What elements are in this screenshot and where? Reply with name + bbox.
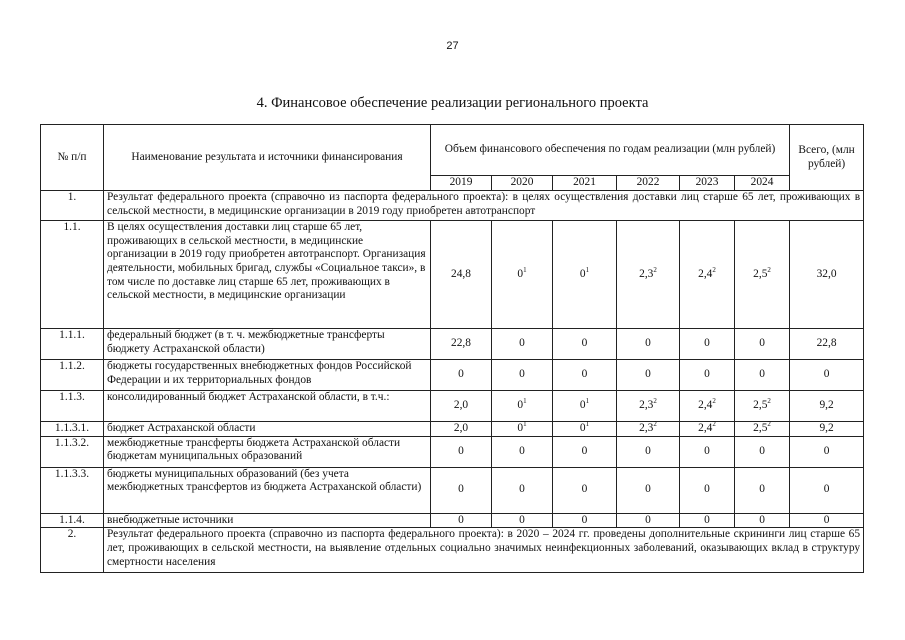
year-value-cell — [735, 436, 790, 467]
row-name: консолидированный бюджет Астраханской области, в т.ч.: — [104, 391, 431, 422]
year-value-cell — [553, 329, 617, 360]
footnote-mark: 1 — [585, 397, 590, 406]
year-value-cell — [431, 467, 492, 513]
year-value: 0 — [458, 444, 464, 457]
year-value: 0 — [759, 444, 765, 457]
year-value-cell — [680, 513, 735, 528]
year-value: 2,0 — [453, 422, 469, 434]
year-value: 2,3 — [639, 399, 654, 412]
row-total: 9,2 — [790, 422, 864, 437]
year-value-cell — [492, 436, 553, 467]
header-year: 2022 — [617, 176, 680, 191]
year-value-cell — [553, 436, 617, 467]
table-row — [41, 360, 864, 391]
year-value: 0 — [519, 368, 525, 381]
year-value: 0 — [704, 513, 710, 526]
year-value: 0 — [704, 337, 710, 350]
year-value: 0 — [704, 368, 710, 381]
footnote-mark: 2 — [653, 265, 657, 274]
year-value: 0 — [581, 483, 588, 496]
year-value: 2,4 — [698, 399, 713, 412]
year-value-cell — [617, 329, 680, 360]
year-value-cell — [553, 422, 617, 437]
header-year: 2024 — [735, 176, 790, 191]
footnote-mark: 2 — [712, 397, 716, 406]
row-number: 2. — [41, 528, 104, 573]
table-row — [41, 422, 864, 437]
table-body — [41, 191, 864, 573]
year-value: 0 — [759, 368, 765, 381]
year-value: 0 — [458, 483, 464, 496]
row-total: 22,8 — [790, 329, 864, 360]
header-year: 2021 — [553, 176, 617, 191]
page-number: 27 — [446, 40, 459, 52]
row-number: 1.1.3.3. — [41, 467, 104, 513]
row-number: 1.1.1. — [41, 329, 104, 360]
year-value: 0 — [579, 267, 586, 280]
year-value-cell — [492, 467, 553, 513]
year-value-cell — [617, 513, 680, 528]
year-value-cell — [680, 391, 735, 422]
row-total: 0 — [790, 467, 864, 513]
row-name: бюджеты государственных внебюджетных фондов Российской Федерации и их территориальных фондов — [104, 360, 431, 391]
year-value: 0 — [519, 483, 525, 496]
year-value-cell — [492, 422, 553, 437]
year-value: 24,8 — [451, 267, 471, 280]
table-header — [41, 125, 864, 191]
year-value-cell — [431, 329, 492, 360]
year-value: 0 — [704, 483, 710, 496]
row-total: 0 — [790, 513, 864, 528]
year-value: 0 — [581, 337, 588, 350]
row-number: 1. — [41, 191, 104, 221]
year-value: 0 — [645, 444, 651, 457]
year-value-cell — [431, 391, 492, 422]
year-value: 0 — [581, 368, 588, 381]
year-value: 2,5 — [753, 422, 768, 434]
year-value: 0 — [581, 444, 588, 457]
result-row — [41, 528, 864, 573]
year-value-cell — [617, 391, 680, 422]
year-value: 0 — [645, 483, 651, 496]
year-value: 0 — [458, 368, 464, 381]
header-year: 2023 — [680, 176, 735, 191]
year-value-cell — [431, 221, 492, 329]
year-value-cell — [735, 513, 790, 528]
year-value-cell — [553, 467, 617, 513]
row-number: 1.1.4. — [41, 513, 104, 528]
year-value: 0 — [519, 444, 525, 457]
header-num: № п/п — [41, 125, 104, 191]
footnote-mark: 2 — [712, 265, 716, 274]
year-value: 0 — [579, 422, 586, 434]
year-value-cell — [553, 391, 617, 422]
row-number: 1.1.3.1. — [41, 422, 104, 437]
year-value: 22,8 — [451, 337, 471, 350]
year-value: 0 — [458, 513, 464, 526]
header-total: Всего, (млн рублей) — [790, 125, 864, 191]
row-name: бюджеты муниципальных образований (без учета межбюджетных трансфертов из бюджета Астраханской области) — [104, 467, 431, 513]
year-value-cell — [617, 221, 680, 329]
footnote-mark: 2 — [767, 420, 771, 429]
year-value: 2,3 — [639, 422, 654, 434]
row-name: В целях осуществления доставки лиц старше 65 лет, проживающих в сельской местности, в медицинские организации в 2019 году приобретен автотранспорт. Организация деятельности, мобильных бригад, службы «Социальное такси», в том числе по доставке лиц старше 65 лет, проживающих в сельской местности, в медицинские организации — [104, 221, 431, 329]
year-value-cell — [735, 329, 790, 360]
row-number: 1.1. — [41, 221, 104, 329]
table-row — [41, 329, 864, 360]
year-value-cell — [492, 221, 553, 329]
header-name: Наименование результата и источники финансирования — [104, 125, 431, 191]
result-row — [41, 191, 864, 221]
year-value-cell — [492, 513, 553, 528]
table-row — [41, 391, 864, 422]
footnote-mark: 2 — [767, 397, 771, 406]
header-years-group: Объем финансового обеспечения по годам реализации (млн рублей) — [431, 125, 790, 176]
year-value-cell — [735, 221, 790, 329]
year-value-cell — [431, 360, 492, 391]
year-value-cell — [680, 436, 735, 467]
year-value: 2,5 — [753, 399, 768, 412]
row-number: 1.1.3. — [41, 391, 104, 422]
row-total: 0 — [790, 436, 864, 467]
year-value: 2,3 — [639, 267, 654, 280]
footnote-mark: 1 — [523, 420, 527, 429]
table-row — [41, 436, 864, 467]
year-value: 0 — [645, 513, 651, 526]
year-value-cell — [680, 422, 735, 437]
year-value: 0 — [645, 337, 651, 350]
year-value-cell — [617, 467, 680, 513]
year-value-cell — [617, 422, 680, 437]
footnote-mark: 2 — [712, 420, 716, 429]
year-value: 0 — [519, 513, 525, 526]
row-name: федеральный бюджет (в т. ч. межбюджетные трансферты бюджету Астраханской области) — [104, 329, 431, 360]
year-value: 0 — [519, 337, 525, 350]
footnote-mark: 2 — [767, 265, 771, 274]
year-value-cell — [617, 360, 680, 391]
table-row — [41, 513, 864, 528]
result-description: Результат федерального проекта (справочно из паспорта федерального проекта): в целях осуществления доставки лиц старше 65 лет, проживающих в сельской местности, в медицинские организации в 2019 году приобретен автотранспорт — [104, 191, 864, 221]
table-row — [41, 221, 864, 329]
year-value-cell — [553, 360, 617, 391]
year-value: 2,4 — [698, 422, 713, 434]
year-value-cell — [735, 360, 790, 391]
footnote-mark: 1 — [585, 420, 590, 429]
year-value-cell — [735, 467, 790, 513]
year-value: 0 — [759, 513, 765, 526]
year-value-cell — [431, 436, 492, 467]
header-year: 2019 — [431, 176, 492, 191]
table-row — [41, 467, 864, 513]
row-total: 32,0 — [790, 221, 864, 329]
year-value-cell — [680, 360, 735, 391]
row-name: внебюджетные источники — [104, 513, 431, 528]
year-value-cell — [553, 513, 617, 528]
year-value-cell — [492, 360, 553, 391]
result-description: Результат федерального проекта (справочно из паспорта федерального проекта): в 2020 – 2024 гг. проведены дополнительные скрининги лиц старше 65 лет, проживающих в сельской местности, на выявление отдельных социально значимых неинфекционных заболеваний, оказывающих вклад в структуру смертности населения — [104, 528, 864, 573]
row-name: бюджет Астраханской области — [104, 422, 431, 437]
year-value-cell — [431, 513, 492, 528]
year-value: 0 — [579, 399, 586, 412]
row-number: 1.1.2. — [41, 360, 104, 391]
year-value: 2,0 — [453, 399, 469, 412]
year-value-cell — [617, 436, 680, 467]
row-number: 1.1.3.2. — [41, 436, 104, 467]
section-title: 4. Финансовое обеспечение реализации регионального проекта — [256, 95, 649, 111]
year-value: 0 — [645, 368, 651, 381]
year-value: 0 — [517, 399, 524, 412]
year-value: 0 — [581, 513, 588, 526]
year-value-cell — [492, 391, 553, 422]
year-value-cell — [735, 391, 790, 422]
year-value-cell — [553, 221, 617, 329]
year-value-cell — [492, 329, 553, 360]
row-total: 0 — [790, 360, 864, 391]
year-value: 2,4 — [698, 267, 713, 280]
year-value: 0 — [759, 483, 765, 496]
year-value: 0 — [704, 444, 710, 457]
row-name: межбюджетные трансферты бюджета Астраханской области бюджетам муниципальных образований — [104, 436, 431, 467]
year-value-cell — [431, 422, 492, 437]
year-value: 2,5 — [753, 267, 768, 280]
footnote-mark: 1 — [585, 265, 590, 274]
year-value-cell — [735, 422, 790, 437]
year-value: 0 — [759, 337, 765, 350]
financing-table — [40, 124, 864, 573]
row-total: 9,2 — [790, 391, 864, 422]
year-value-cell — [680, 329, 735, 360]
footnote-mark: 1 — [523, 265, 527, 274]
year-value: 0 — [517, 267, 524, 280]
footnote-mark: 1 — [523, 397, 527, 406]
footnote-mark: 2 — [653, 397, 657, 406]
year-value: 0 — [517, 422, 524, 434]
footnote-mark: 2 — [653, 420, 657, 429]
header-year: 2020 — [492, 176, 553, 191]
year-value-cell — [680, 221, 735, 329]
year-value-cell — [680, 467, 735, 513]
